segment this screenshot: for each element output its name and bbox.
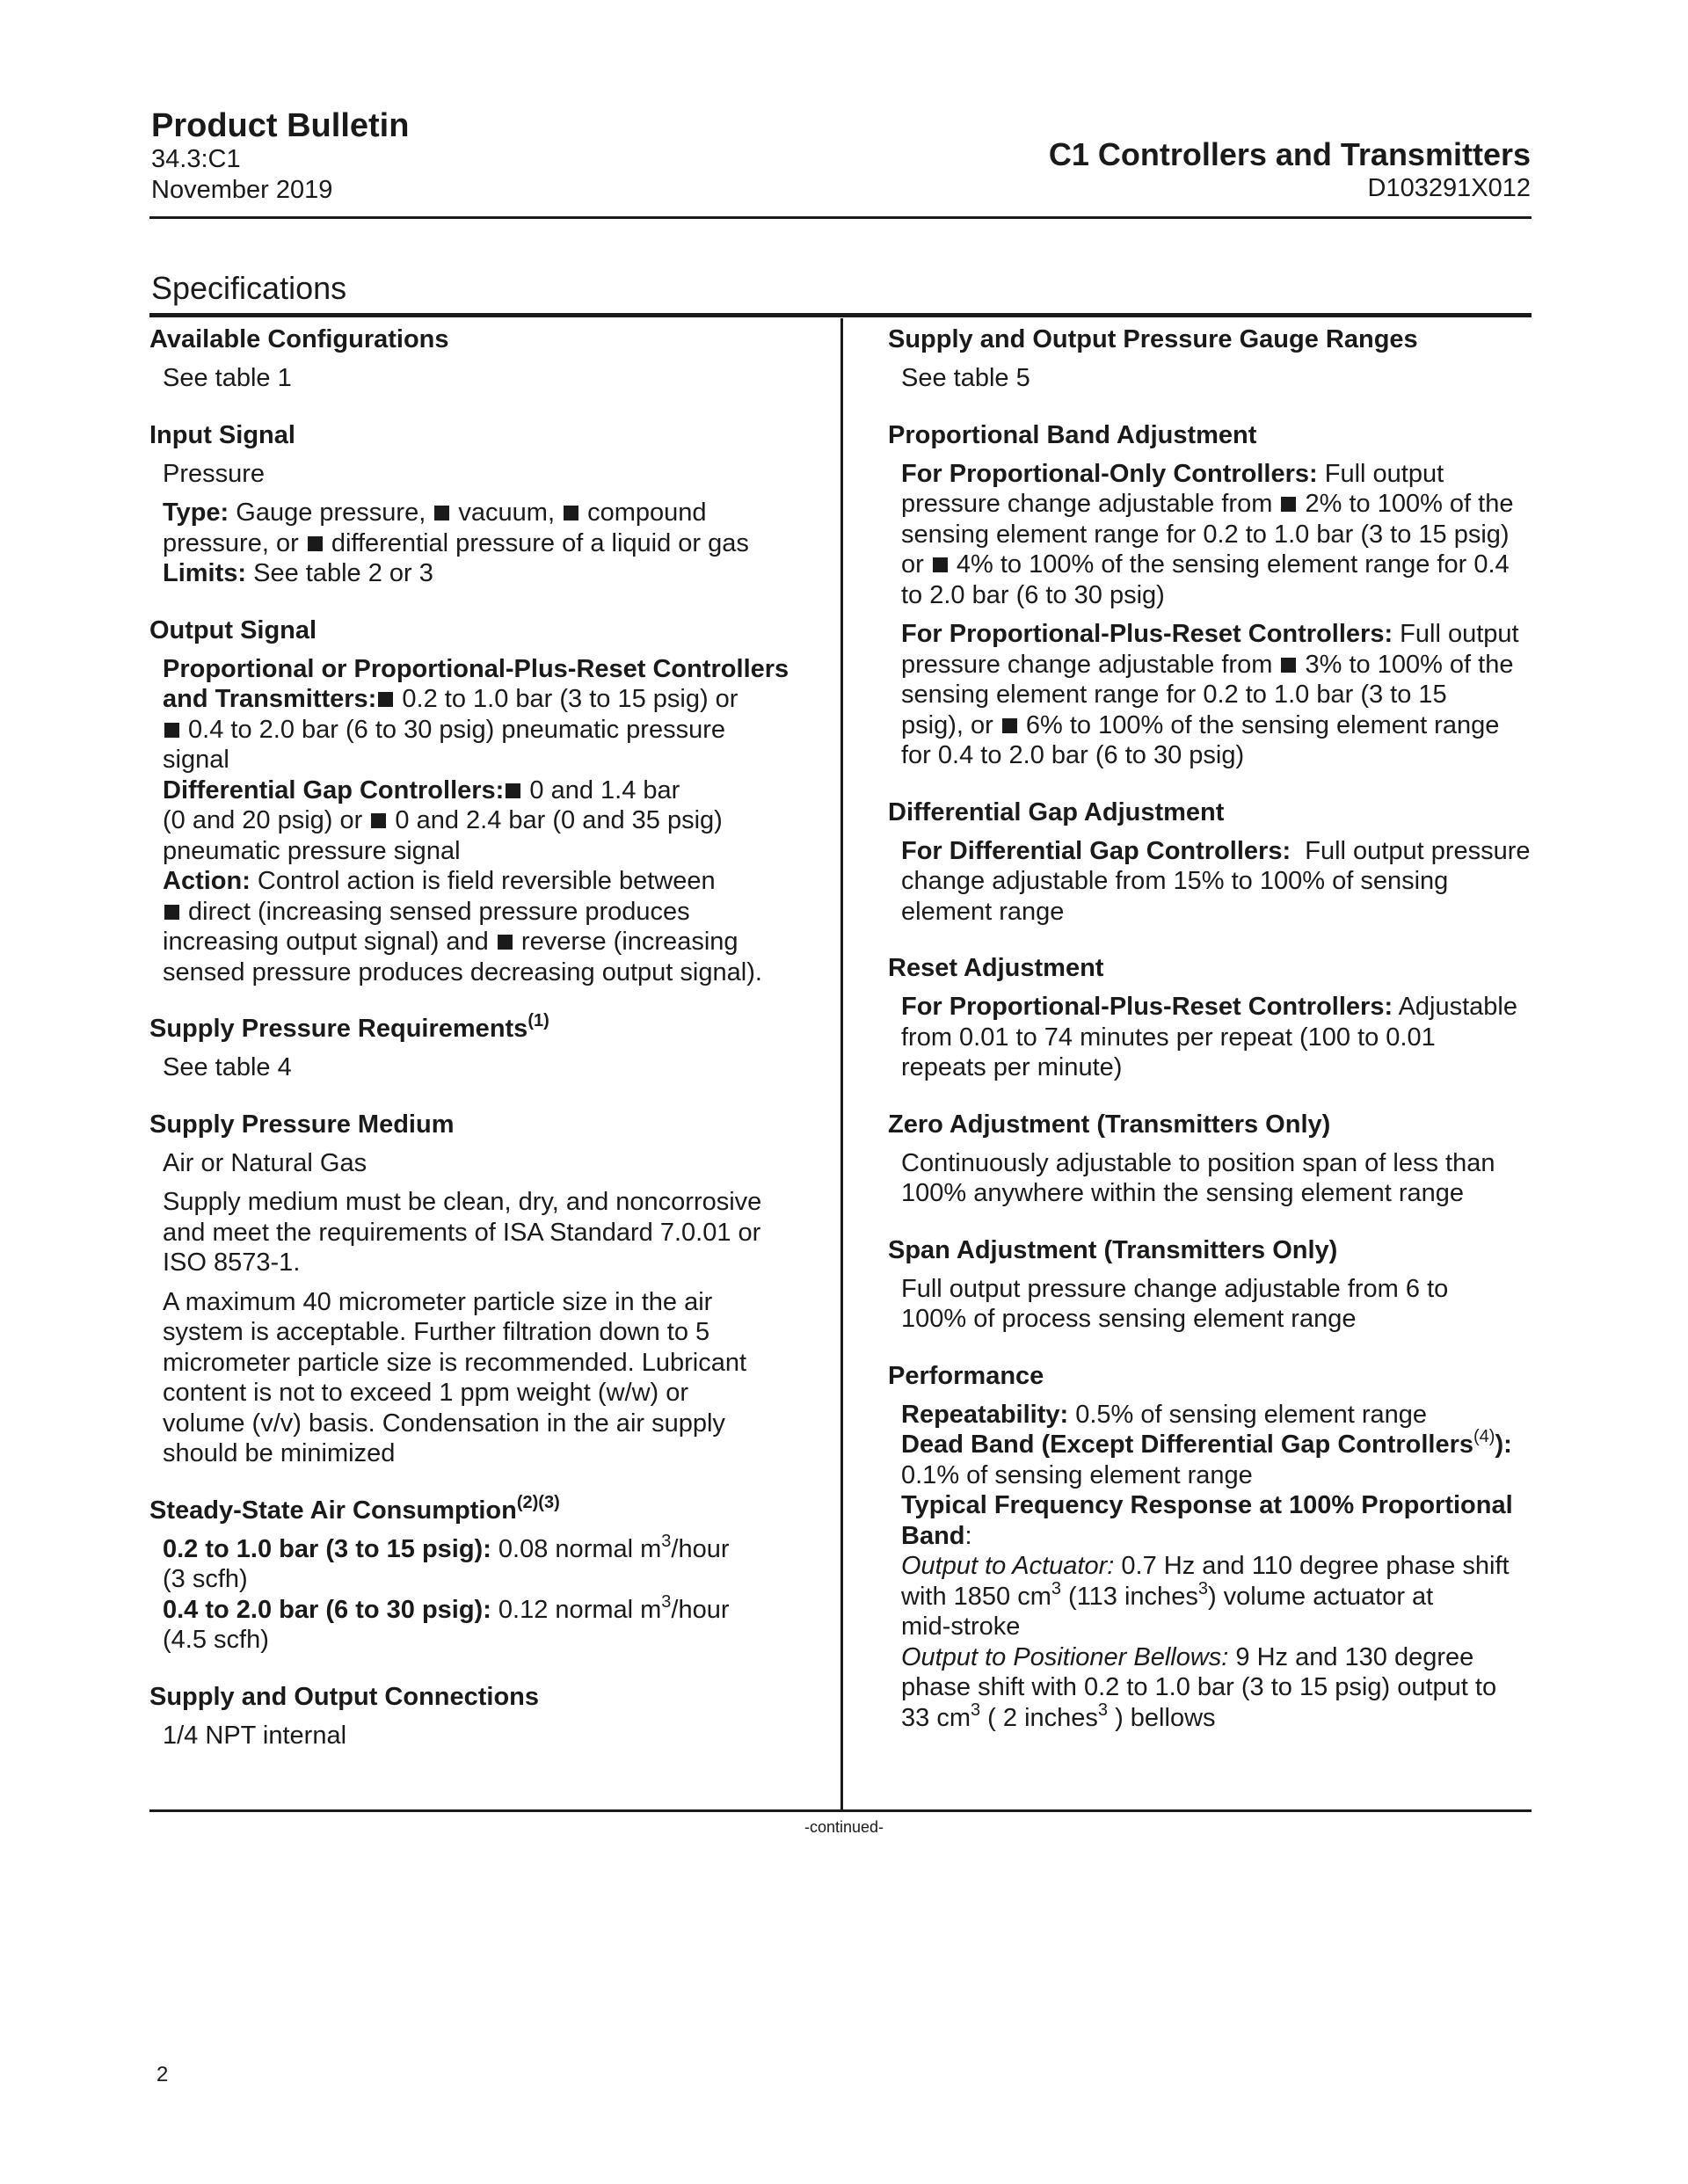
output-signal-section (149, 615, 818, 988)
text-line: Continuously adjustable to position span of less than (901, 1148, 1495, 1177)
section-heading: Reset Adjustment (888, 954, 1104, 982)
right-column (888, 324, 1539, 1758)
square-bullet-icon (434, 506, 449, 521)
text: 33 cm (901, 1703, 971, 1732)
text: 3% to 100% of the (1298, 650, 1514, 679)
output-signal-paragraph (163, 654, 818, 988)
text: Full output pressure (1291, 836, 1531, 865)
section-rule (149, 313, 1532, 317)
connections-section (149, 1681, 818, 1751)
section-heading: Available Configurations (149, 325, 449, 353)
text: 0.12 normal m (491, 1595, 662, 1624)
text: compound (580, 499, 707, 527)
text: Full output (1393, 620, 1519, 648)
ppr-paragraph (901, 619, 1539, 771)
footnote-ref: (2)(3) (516, 1492, 560, 1512)
consumption-paragraph (163, 1531, 818, 1656)
actuator-label: Output to Actuator: (901, 1552, 1115, 1580)
text: reverse (increasing (513, 928, 738, 956)
text: /hour (671, 1534, 730, 1563)
text-line: volume (v/v) basis. Condensation in the air supply (163, 1409, 725, 1438)
text-line: system is acceptable. Further filtration down to 5 (163, 1318, 710, 1346)
steady-state-section (149, 1492, 818, 1656)
header-left (151, 107, 409, 206)
superscript: 3 (1097, 1700, 1109, 1720)
span-adjustment-section (888, 1234, 1539, 1335)
footnote-ref: (1) (528, 1011, 549, 1030)
range-label: 0.4 to 2.0 bar (6 to 30 psig): (163, 1595, 491, 1624)
square-bullet-icon (1281, 658, 1296, 673)
text-line: Supply medium must be clean, dry, and noncorrosive (163, 1188, 762, 1216)
section-text: See table 1 (163, 364, 292, 392)
text-line: 0.1% of sensing element range (901, 1460, 1253, 1489)
text-line: mid-stroke (901, 1613, 1021, 1641)
bulletin-date: November 2019 (151, 176, 333, 204)
text: differential pressure of a liquid or gas (324, 528, 749, 557)
performance-paragraph (901, 1400, 1539, 1734)
text: Control action is field reversible between (250, 867, 716, 895)
square-bullet-icon (378, 692, 393, 707)
square-bullet-icon (564, 506, 578, 521)
available-configurations-section (149, 324, 818, 394)
text-line: 100% of process sensing element range (901, 1305, 1357, 1333)
text: pressure change adjustable from (901, 490, 1280, 518)
type-paragraph (163, 498, 818, 589)
section-heading: Differential Gap Adjustment (888, 797, 1225, 826)
dead-band-label-close: ): (1495, 1431, 1512, 1459)
dg-label: Differential Gap Controllers: (163, 775, 505, 804)
heading-text: Steady-State Air Consumption (149, 1496, 517, 1525)
text-line: ISO 8573-1. (163, 1249, 301, 1277)
section-heading: Supply and Output Pressure Gauge Ranges (888, 325, 1418, 353)
dg-paragraph (901, 836, 1539, 928)
text: vacuum, (451, 499, 563, 527)
differential-gap-section (888, 797, 1539, 928)
proportional-band-section (888, 419, 1539, 771)
square-bullet-icon (308, 536, 323, 551)
section-heading (149, 1013, 818, 1045)
section-heading: Performance (888, 1361, 1044, 1390)
text-line: should be minimized (163, 1439, 396, 1467)
action-label: Action: (163, 867, 251, 895)
product-title: C1 Controllers and Transmitters (1048, 136, 1531, 172)
continued-note: -continued- (804, 1818, 884, 1836)
dead-band-label: Dead Band (Except Differential Gap Controllers (901, 1431, 1474, 1459)
text-line: change adjustable from 15% to 100% of sensing (901, 867, 1449, 895)
text: See table 2 or 3 (246, 559, 433, 587)
po-label: For Proportional-Only Controllers: (901, 459, 1318, 488)
text: 9 Hz and 130 degree (1228, 1642, 1474, 1671)
dg-label: For Differential Gap Controllers: (901, 836, 1291, 865)
text: Adjustable (1393, 993, 1517, 1021)
section-text: Air or Natural Gas (163, 1148, 367, 1177)
frequency-label: Typical Frequency Response at 100% Proportional (901, 1491, 1513, 1519)
text-line: (3 scfh) (163, 1565, 248, 1593)
zero-adjustment-section (888, 1109, 1539, 1209)
section-text: Pressure (163, 459, 266, 488)
pp-label: and Transmitters: (163, 685, 377, 713)
section-heading: Span Adjustment (Transmitters Only) (888, 1235, 1338, 1264)
text-line: to 2.0 bar (6 to 30 psig) (901, 580, 1165, 609)
text-line: sensing element range for 0.2 to 1.0 bar (3 to 15 psig) (901, 520, 1510, 549)
range-label: 0.2 to 1.0 bar (3 to 15 psig): (163, 1534, 491, 1563)
bulletin-title: Product Bulletin (151, 107, 410, 144)
footer-rule (149, 1809, 1532, 1812)
text: : (964, 1521, 972, 1550)
text: ( 2 inches (980, 1703, 1098, 1732)
square-bullet-icon (164, 905, 179, 920)
input-signal-section (149, 419, 818, 589)
section-heading: Supply and Output Connections (149, 1682, 540, 1711)
ppr-label: For Proportional-Plus-Reset Controllers: (901, 620, 1393, 648)
bulletin-number: 34.3:C1 (151, 145, 241, 173)
text: Gauge pressure, (229, 499, 433, 527)
reset-paragraph (901, 992, 1539, 1083)
reset-label: For Proportional-Plus-Reset Controllers: (901, 993, 1393, 1021)
text-line: repeats per minute) (901, 1053, 1123, 1081)
text-line: element range (901, 897, 1065, 926)
text-line: micrometer particle size is recommended. Lubricant (163, 1348, 747, 1377)
text: sensed pressure produces decreasing output signal). (163, 957, 762, 986)
text-line: from 0.01 to 74 minutes per repeat (100 to 0.01 (901, 1023, 1436, 1052)
positioner-label: Output to Positioner Bellows: (901, 1642, 1229, 1671)
text-line: for 0.4 to 2.0 bar (6 to 30 psig) (901, 741, 1245, 769)
medium-paragraph (163, 1187, 818, 1278)
column-divider (840, 318, 843, 1809)
section-heading: Output Signal (149, 615, 317, 644)
section-heading (149, 1492, 818, 1526)
text-line: and meet the requirements of ISA Standard 7.0.01 or (163, 1218, 761, 1247)
section-text: See table 4 (163, 1053, 292, 1081)
text: /hour (671, 1595, 730, 1624)
text: signal (163, 746, 229, 774)
repeatability-label: Repeatability: (901, 1400, 1069, 1429)
superscript: 3 (1197, 1578, 1208, 1598)
text: 0.4 to 2.0 bar (6 to 30 psig) pneumatic pressure (181, 715, 726, 744)
footnote-ref: (4) (1473, 1427, 1495, 1446)
text: direct (increasing sensed pressure produces (181, 897, 690, 926)
doc-number: D103291X012 (1367, 174, 1531, 202)
text-line: A maximum 40 micrometer particle size in the air (163, 1287, 713, 1316)
square-bullet-icon (371, 813, 386, 828)
square-bullet-icon (1281, 497, 1296, 512)
text: increasing output signal) and (163, 928, 496, 956)
text: 2% to 100% of the (1298, 490, 1514, 518)
section-text: See table 5 (901, 364, 1030, 392)
text: 6% to 100% of the sensing element range (1018, 710, 1500, 739)
text: pressure change adjustable from (901, 650, 1280, 679)
text: 4% to 100% of the sensing element range for 0.4 (949, 550, 1510, 579)
zero-paragraph (901, 1148, 1539, 1209)
header-right (1049, 136, 1531, 204)
text-line: Full output pressure change adjustable from 6 to (901, 1274, 1449, 1303)
pp-label: Proportional or Proportional-Plus-Reset Controllers (163, 654, 789, 683)
section-heading: Supply Pressure Medium (149, 1110, 455, 1139)
section-heading: Proportional Band Adjustment (888, 420, 1257, 449)
heading-text: Supply Pressure Requirements (149, 1015, 528, 1043)
performance-section (888, 1360, 1539, 1734)
text: 0.08 normal m (491, 1534, 662, 1563)
text: pneumatic pressure signal (163, 836, 461, 865)
section-heading: Zero Adjustment (Transmitters Only) (888, 1110, 1331, 1139)
text: with 1850 cm (901, 1582, 1051, 1611)
text-line: sensing element range for 0.2 to 1.0 bar (3 to 15 (901, 681, 1447, 709)
text: ) bellows (1108, 1703, 1216, 1732)
square-bullet-icon (933, 557, 948, 572)
span-paragraph (901, 1274, 1539, 1335)
text: ) volume actuator at (1207, 1582, 1434, 1611)
type-label: Type: (163, 499, 229, 527)
limits-label: Limits: (163, 559, 247, 587)
page-number: 2 (156, 2063, 169, 2086)
text: 0.7 Hz and 110 degree phase shift (1114, 1552, 1510, 1580)
text: 0 and 2.4 bar (0 and 35 psig) (388, 806, 723, 834)
section-heading: Input Signal (149, 420, 295, 449)
text: 0 and 1.4 bar (522, 775, 680, 804)
section-title: Specifications (151, 270, 347, 306)
text-line: content is not to exceed 1 ppm weight (w/w) or (163, 1379, 689, 1407)
superscript: 3 (1051, 1578, 1061, 1598)
text: or (901, 550, 931, 579)
square-bullet-icon (506, 783, 520, 798)
text: 0.2 to 1.0 bar (3 to 15 psig) or (395, 685, 738, 713)
square-bullet-icon (164, 723, 179, 738)
square-bullet-icon (1002, 718, 1017, 733)
text: pressure, or (163, 528, 306, 557)
supply-pressure-requirements-section (149, 1013, 818, 1083)
supply-pressure-medium-section (149, 1109, 818, 1469)
superscript: 3 (661, 1531, 672, 1551)
section-text: 1/4 NPT internal (163, 1721, 347, 1750)
particle-paragraph (163, 1287, 818, 1469)
superscript: 3 (661, 1591, 672, 1612)
frequency-label: Band (901, 1521, 965, 1550)
header-rule (149, 216, 1532, 219)
reset-section (888, 952, 1539, 1083)
superscript: 3 (970, 1700, 981, 1720)
text-line: 100% anywhere within the sensing element range (901, 1179, 1465, 1207)
po-paragraph (901, 459, 1539, 611)
text: Full output (1317, 459, 1444, 488)
left-column (149, 324, 818, 1776)
text-line: phase shift with 0.2 to 1.0 bar (3 to 15 psig) output to (901, 1673, 1497, 1701)
square-bullet-icon (498, 935, 513, 950)
text: psig), or (901, 710, 1000, 739)
text: 0.5% of sensing element range (1068, 1400, 1428, 1429)
text: (113 inches (1060, 1582, 1198, 1611)
text: (0 and 20 psig) or (163, 806, 370, 834)
text-line: (4.5 scfh) (163, 1626, 269, 1654)
gauge-ranges-section (888, 324, 1539, 394)
